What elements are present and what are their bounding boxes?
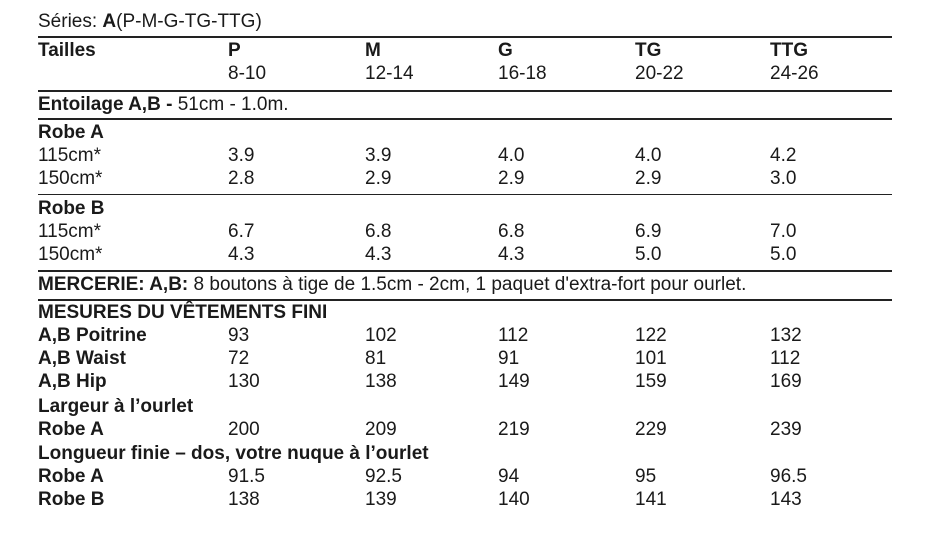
series-line: [38, 11, 262, 33]
cell-g: 219: [498, 419, 530, 440]
size-name-tg: TG: [635, 40, 662, 61]
row-label: A,B Waist: [38, 348, 126, 369]
cell-m: 4.3: [365, 244, 392, 265]
rule-notions: [38, 299, 892, 301]
rule-header: [38, 90, 892, 92]
cell-tg: 122: [635, 325, 667, 346]
cell-p: 200: [228, 419, 260, 440]
cell-p: 93: [228, 325, 250, 346]
cell-p: 6.7: [228, 221, 255, 242]
size-range-ttg: 24-26: [770, 63, 819, 84]
size-name-p: P: [228, 40, 241, 61]
length-title: Longueur finie – dos, votre nuque à l’ourlet: [38, 443, 429, 464]
notions-text: 8 boutons à tige de 1.5cm - 2cm, 1 paquet d'extra-fort pour ourlet.: [188, 274, 747, 295]
hem-width-title: Largeur à l’ourlet: [38, 396, 194, 417]
cell-ttg: 7.0: [770, 221, 797, 242]
row-label: A,B Hip: [38, 371, 107, 392]
cell-tg: 2.9: [635, 168, 662, 189]
cell-p: 3.9: [228, 145, 255, 166]
robe-b-title: Robe B: [38, 198, 105, 219]
notions-line: [38, 274, 746, 296]
robe-a-title: Robe A: [38, 122, 104, 143]
cell-p: 2.8: [228, 168, 255, 189]
cell-ttg: 5.0: [770, 244, 797, 265]
rule-robe-b: [38, 270, 892, 272]
row-label: 115cm*: [38, 145, 102, 166]
cell-ttg: 4.2: [770, 145, 797, 166]
cell-m: 2.9: [365, 168, 392, 189]
cell-g: 2.9: [498, 168, 525, 189]
row-label: Robe A: [38, 466, 104, 487]
cell-p: 72: [228, 348, 250, 369]
cell-m: 92.5: [365, 466, 402, 487]
cell-m: 209: [365, 419, 397, 440]
row-label: 150cm*: [38, 244, 103, 265]
size-name-ttg: TTG: [770, 40, 808, 61]
cell-tg: 4.0: [635, 145, 662, 166]
measurements-title: MESURES DU VÊTEMENTS FINI: [38, 302, 328, 323]
cell-ttg: 169: [770, 371, 802, 392]
sizes-label: Tailles: [38, 40, 96, 61]
cell-g: 6.8: [498, 221, 525, 242]
size-range-g: 16-18: [498, 63, 547, 84]
cell-tg: 159: [635, 371, 667, 392]
size-name-g: G: [498, 40, 513, 61]
notions-label: MERCERIE: A,B:: [38, 274, 189, 295]
cell-tg: 95: [635, 466, 657, 487]
cell-tg: 101: [635, 348, 667, 369]
cell-p: 130: [228, 371, 260, 392]
cell-g: 4.3: [498, 244, 525, 265]
cell-ttg: 3.0: [770, 168, 797, 189]
cell-m: 81: [365, 348, 387, 369]
row-label: 115cm*: [38, 221, 102, 242]
cell-p: 4.3: [228, 244, 255, 265]
row-label: 150cm*: [38, 168, 103, 189]
cell-ttg: 112: [770, 348, 801, 369]
cell-g: 149: [498, 371, 530, 392]
cell-tg: 141: [635, 489, 667, 510]
cell-m: 102: [365, 325, 397, 346]
cell-g: 94: [498, 466, 520, 487]
size-name-m: M: [365, 40, 381, 61]
cell-ttg: 132: [770, 325, 802, 346]
cell-m: 138: [365, 371, 397, 392]
cell-p: 138: [228, 489, 260, 510]
cell-m: 3.9: [365, 145, 392, 166]
cell-tg: 5.0: [635, 244, 662, 265]
size-range-tg: 20-22: [635, 63, 684, 84]
series-letter: A: [102, 11, 117, 32]
row-label: Robe B: [38, 489, 105, 510]
cell-g: 140: [498, 489, 530, 510]
cell-tg: 6.9: [635, 221, 662, 242]
size-range-m: 12-14: [365, 63, 414, 84]
series-prefix: Séries:: [38, 11, 103, 32]
cell-tg: 229: [635, 419, 667, 440]
series-sizes: (P-M-G-TG-TTG): [116, 11, 262, 32]
rule-robe-a: [38, 194, 892, 195]
cell-ttg: 96.5: [770, 466, 807, 487]
cell-m: 6.8: [365, 221, 392, 242]
size-range-p: 8-10: [228, 63, 267, 84]
interfacing-value: 51cm - 1.0m.: [177, 94, 289, 115]
row-label: Robe A: [38, 419, 104, 440]
rule-top: [38, 36, 892, 38]
row-label: A,B Poitrine: [38, 325, 147, 346]
cell-p: 91.5: [228, 466, 265, 487]
cell-g: 91: [498, 348, 520, 369]
cell-m: 139: [365, 489, 397, 510]
cell-g: 4.0: [498, 145, 525, 166]
interfacing-line: [38, 94, 289, 116]
cell-ttg: 239: [770, 419, 802, 440]
rule-interfacing: [38, 118, 892, 120]
cell-ttg: 143: [770, 489, 802, 510]
interfacing-label: Entoilage A,B -: [38, 94, 178, 115]
cell-g: 112: [498, 325, 529, 346]
